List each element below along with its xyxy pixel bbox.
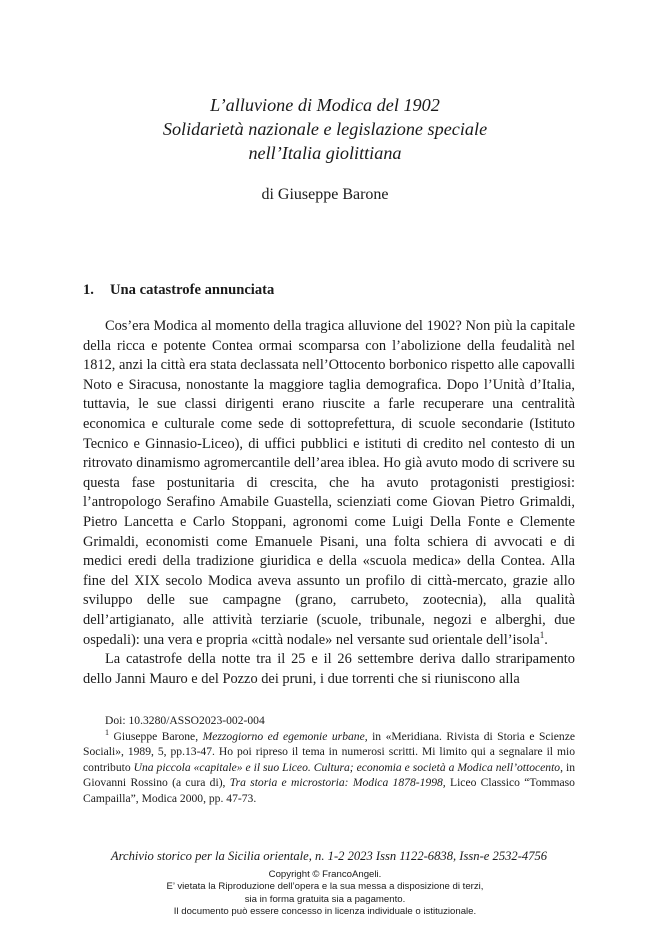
section-title: Una catastrofe annunciata: [110, 282, 275, 298]
paragraph-1-text: Cos’era Modica al momento della tragica alluvione del 1902? Non più la capitale della ricca e potente Contea ormai scomparsa con l’abolizione della feudalità nel 1812, anzi la città era stata declassata nell’Ottocento borbonico rispetto alle capovalli Noto e Siracusa, nonostante la maggiore taglia demografica. Dopo l’Unità d’Italia, tuttavia, le sue classi dirigenti erano riuscite a farle recuperare una centralità economica e culturale come sede di sottoprefettura, di scuole secondarie (Istituto Tecnico e Ginnasio-Liceo), di uffici pubblici e istituti di credito nel contesto di un ritrovato dinamismo agromercantile dell’area iblea. Ho già avuto modo di scrivere su questa fase postunitaria di crescita, che ha avuto protagonisti prestigiosi: l’antropologo Serafino Amabile Guastella, scienziati come Giovan Pietro Grimaldi, Pietro Lancetta e Carlo Stoppani, agronomi come Luigi Della Fonte e Clemente Grimaldi, economisti come Emanuele Pisani, una folta schiera di avvocati e di medici eredi della tradizione giuridica e della «scuola medica» della Contea. Alla fine del XIX secolo Modica aveva assunto un profilo di città-mercato, grazie allo sviluppo delle sue campagne (grano, carrubeto, zootecnia), alla qualità dell’artigianato, alle attività terziarie (scuole, tribunale, negozi e alberghi, due ospedali): una vera e propria «città nodale» nel versante sud orientale dell’isola: [83, 318, 575, 648]
copyright-line-4: Il documento può essere concesso in licenza individuale o istituzionale.: [173, 906, 477, 918]
footnote-1-number: 1: [105, 727, 109, 737]
footnote-1-part-d: Liceo Classico “Tommaso Campailla”, Modica 2000, pp. 47-73.: [83, 776, 575, 805]
doi-line: Doi: 10.3280/ASSO2023-002-004: [105, 714, 265, 727]
section-number: 1.: [83, 282, 94, 298]
footnotes: [83, 713, 575, 806]
article-title: [80, 93, 570, 165]
title-line-3: nell’Italia giolittiana: [248, 143, 402, 163]
journal-citation: Archivio storico per la Sicilia orientale, n. 1-2 2023 Issn 1122-6838, Issn-e 2532-4756: [110, 849, 548, 863]
footnote-1: [83, 729, 575, 807]
paragraph-2: [83, 650, 575, 689]
footnote-1-part-a: Giuseppe Barone,: [113, 729, 203, 743]
copyright-line-1: Copyright © FrancoAngeli.: [268, 869, 382, 880]
title-line-1: L’alluvione di Modica del 1902: [210, 95, 440, 115]
body-text: [83, 317, 575, 689]
article-author: di Giuseppe Barone: [261, 186, 389, 203]
footnote-1-part-b: in «Meridiana. Rivista di Storia e Scienze Sociali», 1989, 5, pp.13-47. Ho poi ripreso il tema in numerosi scritti. Mi limito qui a segnalare il mio contributo: [83, 729, 575, 774]
footnote-1-title-1: Mezzogiorno ed egemonie urbane,: [202, 729, 368, 743]
footnote-1-title-2: Una piccola «capitale» e il suo Liceo. Cultura; economia e società a Modica nell’ottocento: [133, 760, 561, 774]
footnote-ref-1[interactable]: 1: [539, 629, 545, 640]
paragraph-1: Cos’era Modica al momento della tragica alluvione del 1902? Non più la capitale della ricca e potente Contea ormai scomparsa con l’abolizione della feudalità nel 1812, anzi la città era stata declassata nell’Ottocento borbonico rispetto alle capovalli Noto e Siracusa, nonostante la maggiore taglia demografica. Dopo l’Unità d’Italia, tuttavia, le sue classi dirigenti erano riuscite a farle recuperare una centralità economica e culturale come sede di sottoprefettura, di scuole secondarie (Istituto Tecnico e Ginnasio-Liceo), di uffici pubblici e istituti di credito nel contesto di un ritrovato dinamismo agromercantile dell’area iblea. Ho già avuto modo di scrivere su questa fase postunitaria di crescita, che ha avuto protagonisti prestigiosi: l’antropologo Serafino Amabile Guastella, scienziati come Giovan Pietro Grimaldi, Pietro Lancetta e Carlo Stoppani, agronomi come Luigi Della Fonte e Clemente Grimaldi, economisti come Emanuele Pisani, una folta schiera di avvocati e di medici eredi della tradizione giuridica e della «scuola medica» della Contea. Alla fine del XIX secolo Modica aveva assunto un profilo di città-mercato, grazie allo sviluppo delle sue campagne (grano, carrubeto, zootecnia), alla qualità dell’artigianato, alle attività terziarie (scuole, tribunale, negozi e alberghi, due ospedali): una vera e propria «città nodale» nel versante sud orientale dell’isola$^1$.: [83, 318, 575, 648]
copyright-notice: [80, 869, 570, 919]
footnote-1-part-c: , in Giovanni Rossino (a cura di),: [83, 760, 575, 789]
copyright-line-3: sia in forma gratuita sia a pagamento.: [244, 893, 406, 905]
paragraph-2-text: La catastrofe della notte tra il 25 e il 26 settembre deriva dallo straripamento dello Janni Mauro e del Pozzo dei pruni, i due torrenti che si riuniscono alla: [83, 651, 575, 687]
footnote-1-title-3: Tra storia e microstoria: Modica 1878-1998,: [229, 776, 446, 789]
section-heading: [83, 282, 274, 299]
copyright-line-2: E’ vietata la Riproduzione dell’opera e la sua messa a disposizione di terzi,: [166, 881, 484, 893]
title-line-2: Solidarietà nazionale e legislazione speciale: [162, 119, 488, 139]
